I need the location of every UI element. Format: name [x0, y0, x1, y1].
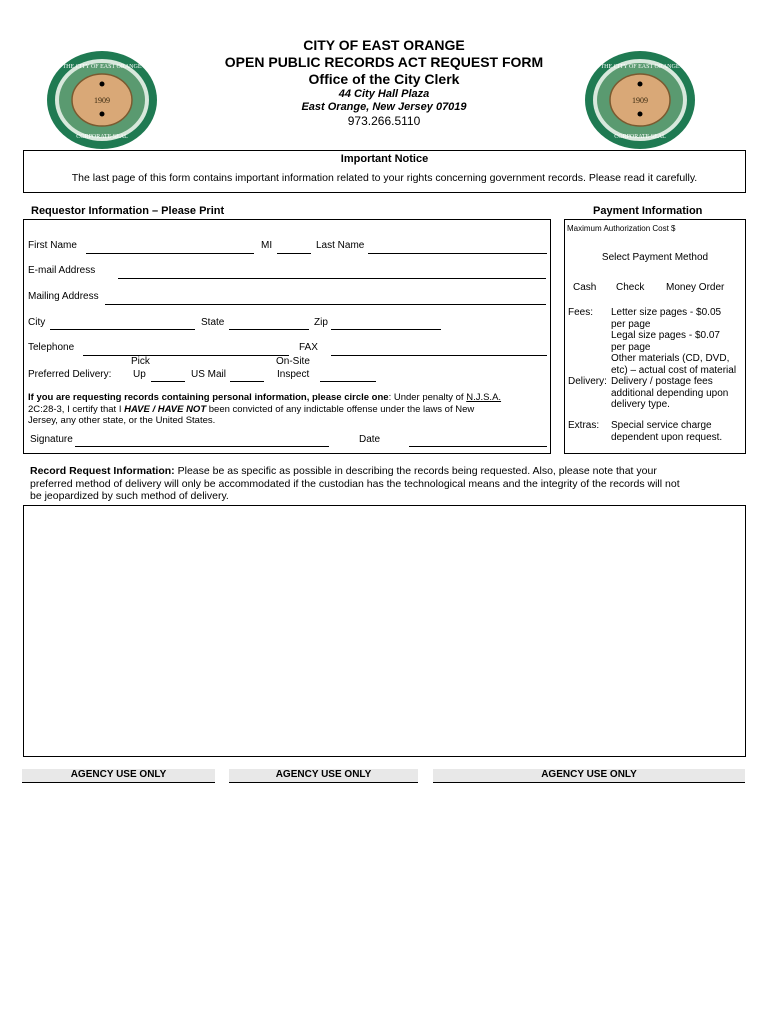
select-method-label: Select Payment Method: [601, 252, 709, 263]
option-separator: /: [149, 403, 158, 415]
zip-label: Zip: [314, 317, 328, 328]
first-name-label: First Name: [28, 240, 77, 251]
delivery-label: Delivery:: [568, 376, 607, 387]
seal-top-text: THE CITY OF EAST ORANGE: [62, 64, 142, 70]
record-request-heading: Record Request Information:: [30, 465, 175, 477]
have-option[interactable]: HAVE: [124, 403, 150, 415]
record-request-textarea[interactable]: [23, 505, 746, 757]
seal-year: 1909: [94, 96, 110, 105]
payment-heading: Payment Information: [593, 205, 703, 217]
record-request-instructions: [30, 465, 745, 503]
city-field[interactable]: [50, 329, 195, 330]
seal-top-text: THE CITY OF EAST ORANGE: [600, 64, 680, 70]
mi-field[interactable]: [277, 253, 311, 254]
address-line-1: 44 City Hall Plaza: [338, 88, 430, 100]
mailing-label: Mailing Address: [28, 291, 99, 302]
certify-text-2: been convicted of any indictable offense under the laws of New: [206, 403, 475, 415]
seal-bottom-text: CORPORATE SEAL: [76, 134, 128, 140]
date-field[interactable]: [409, 446, 547, 447]
max-cost-label: Maximum Authorization Cost $: [567, 224, 676, 233]
fee-letter-unit: per page: [611, 318, 651, 330]
city-seal-right: [584, 50, 696, 150]
state-field[interactable]: [229, 329, 309, 330]
certify-text: 2C:28-3, I certify that I: [28, 403, 125, 415]
signature-label: Signature: [30, 434, 73, 445]
mi-label: MI: [261, 240, 273, 251]
personal-info-colon: : Under penalty of: [388, 392, 467, 403]
have-not-option[interactable]: HAVE NOT: [157, 403, 207, 415]
telephone-label: Telephone: [28, 342, 75, 353]
us-mail-field[interactable]: [230, 381, 264, 382]
city-seal-left: [46, 50, 158, 150]
address-line-2: East Orange, New Jersey 07019: [301, 101, 467, 113]
record-request-text-3: be jeopardized by such method of delivery.: [30, 490, 229, 502]
record-request-text-1: Please be as specific as possible in describing the records being requested. Also, please note that your: [174, 465, 657, 477]
city-label: City: [28, 317, 46, 328]
state-label: State: [201, 317, 225, 328]
agency-use-2: AGENCY USE ONLY: [229, 769, 418, 783]
pick-label: Pick: [131, 356, 150, 367]
extras-line-2: dependent upon request.: [611, 431, 723, 443]
fax-field[interactable]: [331, 355, 547, 356]
pickup-field[interactable]: [151, 381, 185, 382]
personal-info-certification: [28, 392, 548, 427]
delivery-line-1: Delivery / postage fees: [611, 376, 713, 387]
phone-number: 973.266.5110: [347, 114, 421, 128]
requestor-heading: Requestor Information – Please Print: [31, 205, 225, 217]
city-title: CITY OF EAST ORANGE: [303, 37, 465, 53]
mailing-field[interactable]: [105, 304, 546, 305]
onsite-label: On-Site: [276, 356, 310, 367]
notice-text: The last page of this form contains important information related to your rights concerning government records. Please read it carefully.: [71, 172, 698, 184]
seal-bottom-text: CORPORATE SEAL: [614, 134, 666, 140]
agency-use-1: AGENCY USE ONLY: [22, 769, 215, 783]
fax-label: FAX: [299, 342, 318, 353]
fee-legal: Legal size pages - $0.07: [611, 330, 720, 341]
first-name-field[interactable]: [86, 253, 254, 254]
money-order-option[interactable]: Money Order: [666, 282, 725, 293]
certify-text-3: Jersey, any other state, or the United States.: [28, 415, 216, 426]
form-title: OPEN PUBLIC RECORDS ACT REQUEST FORM: [224, 54, 544, 70]
inspect-label: Inspect: [277, 369, 310, 380]
preferred-delivery-label: Preferred Delivery:: [28, 369, 112, 380]
last-name-field[interactable]: [368, 253, 547, 254]
fee-legal-unit: per page: [611, 341, 651, 353]
extras-list: [611, 420, 744, 443]
fee-letter: Letter size pages - $0.05: [611, 307, 722, 318]
fees-label: Fees:: [568, 307, 594, 318]
notice-title: Important Notice: [340, 153, 429, 165]
zip-field[interactable]: [331, 329, 441, 330]
agency-use-3: AGENCY USE ONLY: [433, 769, 745, 783]
delivery-line-3: delivery type.: [611, 399, 670, 410]
fee-other: Other materials (CD, DVD,: [611, 353, 730, 364]
office-title: Office of the City Clerk: [308, 71, 460, 87]
record-request-text-2: preferred method of delivery will only be accommodated if the custodian has the technological means and the integrity of the records will not: [30, 477, 680, 490]
inspect-field[interactable]: [320, 381, 376, 382]
extras-line-1: Special service charge: [611, 420, 712, 431]
email-field[interactable]: [118, 278, 546, 279]
fees-list: [611, 307, 744, 376]
personal-info-bold: If you are requesting records containing personal information, please circle one: [28, 392, 389, 403]
us-mail-label: US Mail: [191, 369, 227, 380]
extras-label: Extras:: [568, 420, 600, 431]
njsa-link: N.J.S.A.: [466, 392, 502, 403]
last-name-label: Last Name: [316, 240, 365, 251]
date-label: Date: [359, 434, 381, 445]
cash-option[interactable]: Cash: [573, 282, 597, 293]
pickup-label: Up: [133, 369, 146, 380]
signature-field[interactable]: [75, 446, 329, 447]
fee-other-cost: etc) – actual cost of material: [611, 364, 737, 376]
delivery-line-2: additional depending upon: [611, 387, 729, 399]
delivery-list: [611, 376, 744, 411]
email-label: E-mail Address: [28, 265, 96, 276]
telephone-field[interactable]: [83, 355, 289, 356]
check-option[interactable]: Check: [616, 282, 645, 293]
seal-year: 1909: [632, 96, 648, 105]
